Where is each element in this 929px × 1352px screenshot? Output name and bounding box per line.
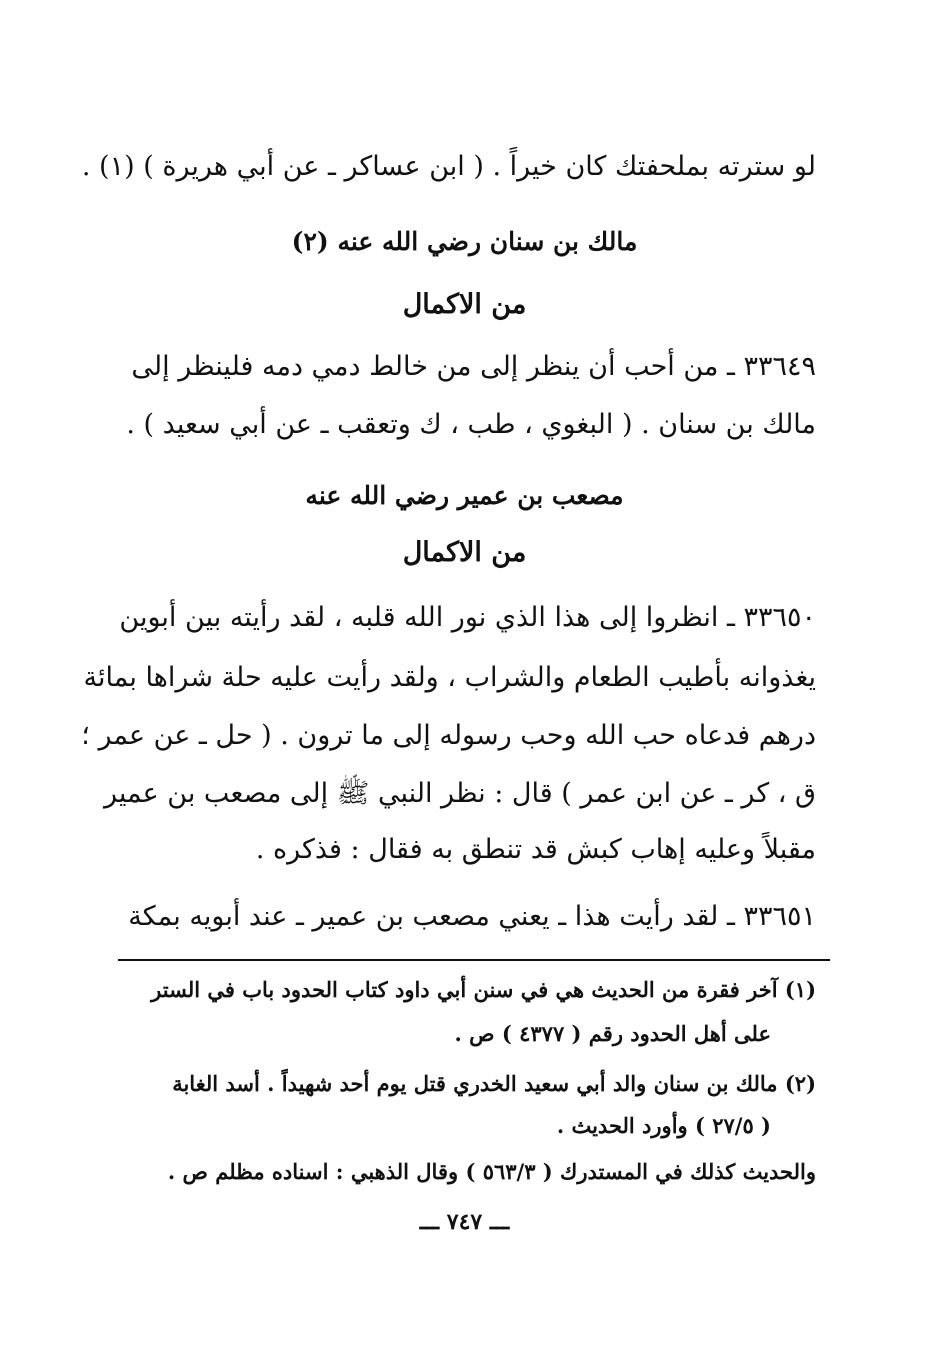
- hadith-33650-line: يغذوانه بأطيب الطعام والشراب ، ولقد رأيت عليه حلة شراها بمائة: [83, 662, 816, 693]
- hadith-33650-line: درهم فدعاه حب الله وحب رسوله إلى ما ترون . ( حل ـ عن عمر ؛: [81, 720, 816, 751]
- section-heading: مالك بن سنان رضي الله عنه (٢): [291, 227, 638, 256]
- footnote-2-line: (٢) مالك بن سنان والد أبي سعيد الخدري قتل يوم أحد شهيداً . أسد الغابة: [172, 1071, 816, 1096]
- footnote-divider: [118, 959, 830, 961]
- hadith-33649-line: مالك بن سنان . ( البغوي ، طب ، ك وتعقب ـ عن أبي سعيد ) .: [126, 409, 816, 440]
- footnote-1-line: (١) آخر فقرة من الحديث هي في سنن أبي داود كتاب الحدود باب في الستر: [151, 977, 816, 1002]
- hadith-33649-line: ٣٣٦٤٩ ـ من أحب أن ينظر إلى من خالط دمي دمه فلينظر إلى: [131, 351, 816, 382]
- footnote-2-line: ( ٢٧/٥ ) وأورد الحديث .: [556, 1113, 771, 1138]
- section-subheading: من الاكمال: [402, 289, 527, 320]
- hadith-33650-line: مقبلاً وعليه إهاب كبش قد تنطق به فقال : فذكره .: [255, 834, 816, 865]
- hadith-33650-line: ٣٣٦٥٠ ـ انظروا إلى هذا الذي نور الله قلبه ، لقد رأيته بين أبوين: [119, 602, 816, 633]
- footnote-1-line: على أهل الحدود رقم ( ٤٣٧٧ ) ص .: [454, 1021, 771, 1046]
- footnote-2-line: والحديث كذلك في المستدرك ( ٥٦٣/٣ ) وقال الذهبي : اسناده مظلم ص .: [167, 1159, 816, 1184]
- hadith-33651-line: ٣٣٦٥١ ـ لقد رأيت هذا ـ يعني مصعب بن عمير ـ عند أبويه بمكة: [128, 901, 816, 932]
- page-number: ـــ ٧٤٧ ـــ: [419, 1209, 510, 1235]
- section-heading: مصعب بن عمير رضي الله عنه: [305, 481, 624, 510]
- section-subheading: من الاكمال: [402, 537, 527, 568]
- text-line: لو سترته بملحفتك كان خيراً . ( ابن عساكر ـ عن أبي هريرة ) (١) .: [81, 151, 816, 182]
- hadith-33650-line: ق ، كر ـ عن ابن عمر ) قال : نظر النبي ﷺ إلى مصعب بن عمير: [103, 778, 816, 809]
